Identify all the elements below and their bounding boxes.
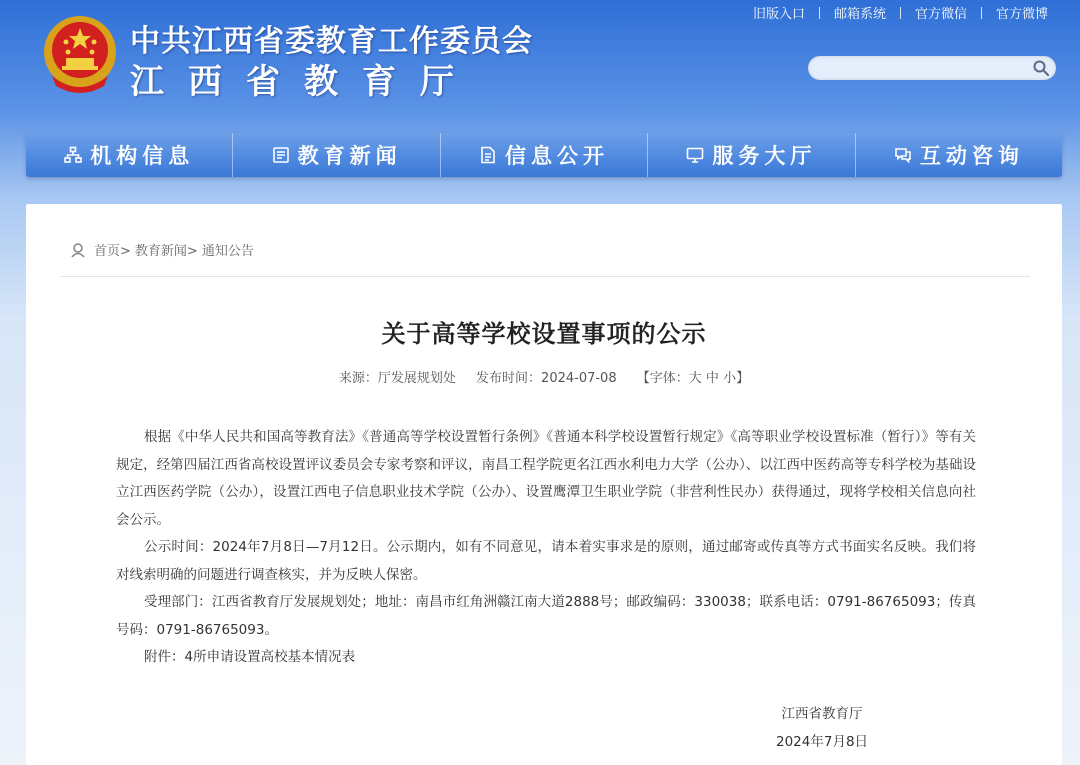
- dept-name: 江西省教育厅: [130, 62, 478, 102]
- paragraph: 根据《中华人民共和国高等教育法》《普通高等学校设置暂行条例》《普通本科学校设置暂行规定》《高等职业学校设置标准（暂行）》等有关规定，经第四届江西省高校设置评议委员会专家考察和评议，南昌工程学院更名江西水利电力大学（公办）、以江西中医药高等专科学校为基础设立江西医药学院（公办），设置江西电子信息职业技术学院（公办）、设置鹰潭卫生职业学院（非营利性民办）获得通过，现将学校相关信息向社会公示。: [116, 429, 976, 528]
- org-chart-icon: [64, 146, 82, 164]
- attachment-link[interactable]: 附件：4所申请设置高校基本情况表: [144, 649, 356, 665]
- nav-label: 信息公开: [505, 143, 610, 168]
- breadcrumb-home[interactable]: 首页>: [94, 244, 131, 259]
- chat-icon: [894, 146, 912, 164]
- article-source: 来源：厅发展规划处: [338, 371, 456, 386]
- breadcrumb: [70, 240, 254, 259]
- paragraph: 公示时间：2024年7月8日—7月12日。公示期内，如有不同意见，请本着实事求是的原则，通过邮寄或传真等方式书面实名反映。我们将对线索明确的问题进行调查核实，并为反映人保密。: [116, 539, 976, 583]
- search-box: [808, 56, 1056, 80]
- breadcrumb-notices[interactable]: 通知公告: [201, 244, 254, 259]
- main-nav: [26, 133, 1062, 177]
- mail-system-link[interactable]: 邮箱系统: [833, 7, 886, 22]
- article-meta: [26, 367, 1062, 386]
- divider: [819, 7, 820, 19]
- nav-label: 互动咨询: [919, 143, 1024, 168]
- publish-time: 发布时间：2024-07-08: [476, 371, 617, 386]
- article-panel: [26, 204, 1062, 765]
- font-size-large[interactable]: 大: [688, 371, 702, 386]
- document-icon: [479, 146, 497, 164]
- nav-item-service-hall[interactable]: [648, 133, 855, 177]
- top-links: [739, 3, 1062, 22]
- nav-label: 教育新闻: [297, 143, 402, 168]
- official-weibo-link[interactable]: 官方微博: [995, 7, 1048, 22]
- national-emblem-icon: [42, 14, 118, 94]
- location-icon: [70, 242, 86, 258]
- article-title: 关于高等学校设置事项的公示: [381, 320, 707, 348]
- signature: 江西省教育厅: [781, 706, 863, 722]
- breadcrumb-edu-news[interactable]: 教育新闻>: [134, 244, 198, 259]
- divider: [900, 7, 901, 19]
- paragraph: 受理部门：江西省教育厅发展规划处；地址：南昌市红角洲赣江南大道2888号；邮政编码：330038；联系电话：0791-86765093；传真号码：0791-86765093。: [116, 594, 976, 638]
- signature-block: [776, 700, 868, 756]
- nav-item-org-info[interactable]: [26, 133, 233, 177]
- official-wechat-link[interactable]: 官方微信: [914, 7, 967, 22]
- monitor-icon: [686, 146, 704, 164]
- font-size-label: 【字体：: [636, 371, 689, 386]
- sign-date: 2024年7月8日: [776, 734, 869, 750]
- search-icon[interactable]: [1032, 59, 1050, 77]
- font-size-end: 】: [736, 371, 750, 386]
- divider: [60, 276, 1030, 277]
- nav-item-consultation[interactable]: [856, 133, 1062, 177]
- org-name: 中共江西省委教育工作委员会: [130, 24, 533, 59]
- font-size-switcher: [637, 371, 749, 386]
- font-size-medium[interactable]: 中: [705, 371, 719, 386]
- nav-label: 服务大厅: [712, 143, 817, 168]
- divider: [981, 7, 982, 19]
- nav-item-edu-news[interactable]: [233, 133, 440, 177]
- font-size-small[interactable]: 小: [723, 371, 737, 386]
- article-body: [116, 424, 976, 672]
- news-icon: [272, 146, 290, 164]
- nav-label: 机构信息: [90, 143, 195, 168]
- search-input[interactable]: [808, 56, 1038, 80]
- old-version-link[interactable]: 旧版入口: [752, 7, 805, 22]
- site-header: [0, 0, 1080, 130]
- nav-item-info-disclosure[interactable]: [441, 133, 648, 177]
